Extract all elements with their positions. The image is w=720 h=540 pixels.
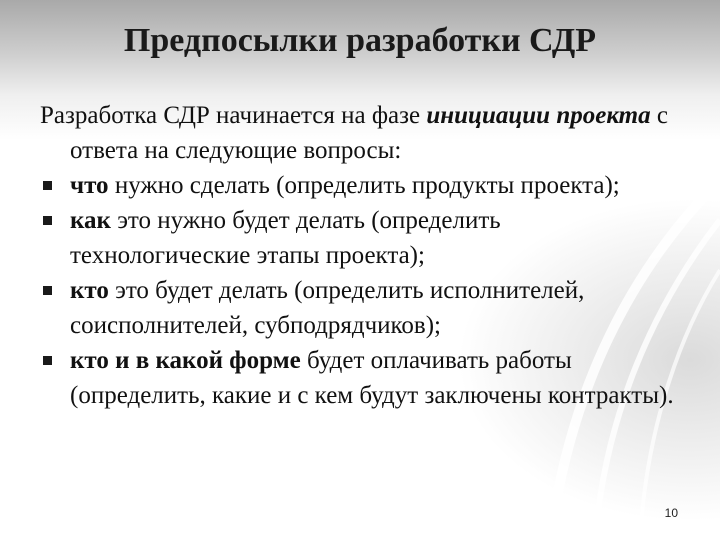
square-bullet-icon bbox=[43, 356, 52, 365]
intro-text-after: с ответа на следующие вопросы: bbox=[70, 102, 668, 164]
bullet-item-how bbox=[40, 203, 680, 273]
page-number: 10 bbox=[664, 506, 678, 520]
bullet-item-what bbox=[40, 168, 680, 203]
bullet-item-who-pays bbox=[40, 343, 680, 413]
square-bullet-icon bbox=[43, 181, 52, 190]
intro-paragraph bbox=[40, 98, 680, 168]
bullet-text: будет оплачивать работы (определить, какие и с кем будут заключены контракты). bbox=[70, 347, 674, 409]
bullet-keyword: что bbox=[70, 172, 109, 199]
slide-body bbox=[40, 98, 680, 413]
intro-emphasis: инициации проекта bbox=[426, 102, 651, 129]
square-bullet-icon bbox=[43, 286, 52, 295]
intro-text-before: Разработка СДР начинается на фазе bbox=[40, 102, 427, 129]
bullet-keyword: как bbox=[70, 207, 111, 234]
bullet-item-who bbox=[40, 273, 680, 343]
bullet-keyword: кто и в какой форме bbox=[70, 347, 301, 374]
slide-title: Предпосылки разработки СДР bbox=[123, 22, 597, 59]
bullet-keyword: кто bbox=[70, 277, 109, 304]
bullet-text: это будет делать (определить исполнителей, соисполнителей, субподрядчиков); bbox=[70, 277, 585, 339]
square-bullet-icon bbox=[43, 216, 52, 225]
bullet-text: это нужно будет делать (определить технологические этапы проекта); bbox=[70, 207, 501, 269]
bullet-text: нужно сделать (определить продукты проекта); bbox=[108, 172, 620, 199]
